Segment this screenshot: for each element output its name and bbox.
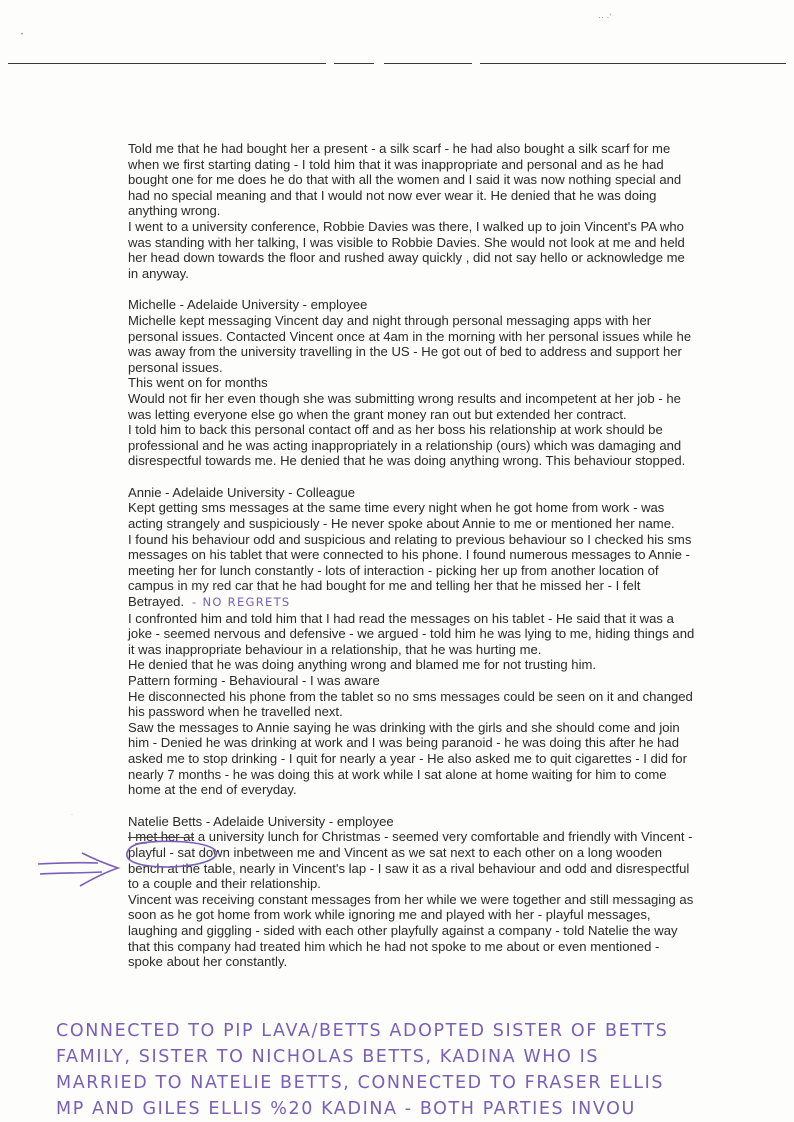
text-line: Kept getting sms messages at the same time every night when he got home from work - was [128,500,665,516]
text-line: in anyway. [128,265,189,281]
text-line: nearly 7 months - he was doing this at work while I sat alone at home waiting for him to come [128,766,667,782]
handwritten-line: MARRIED TO NATELIE BETTS, CONNECTED TO FRASER ELLIS [56,1073,665,1093]
text-line: Pattern forming - Behavioural - I was aware [128,673,380,688]
text-line: He denied that he was doing anything wrong and blamed me for not trusting him. [128,657,597,673]
text-line: acting strangely and suspiciously - He never spoke about Annie to me or mentioned her name. [128,516,675,532]
handwritten-circle-icon [123,840,223,870]
text-line: laughing and giggling - sided with each other playfully against a company - told Natelie the way [128,922,678,938]
section-annie [128,485,748,798]
text-line [128,594,748,611]
section-heading: Annie - Adelaide University - Colleague [128,484,356,500]
text-line: when we first starting dating - I told him that it was inappropriate and personal and as he had [128,156,664,172]
text-line: was standing with her talking, I was visible to Robbie Davies. She would not look at me and held [128,234,685,250]
handwritten-line: CONNECTED TO PIP LAVA/BETTS ADOPTED SISTER OF BETTS [56,1021,669,1041]
text-line: that this company had treated him which he had not spoke to me about or even mentioned - [128,938,660,954]
text-line: to a couple and their relationship. [128,876,321,892]
line-rest: a university lunch for Christmas - seemed very comfortable and friendly with Vincent - [194,829,693,845]
header-rule [480,63,786,64]
text-line: He disconnected his phone from the tablet so no sms messages could be seen on it and changed [128,688,693,704]
text-line: joke - seemed nervous and defensive - we argued - told him he was lying to me, hiding things and [128,626,695,642]
section-gap [128,798,748,814]
section-michelle [128,297,748,469]
text-line: campus in my red car that he had bought for me and telling her that he missed her - I felt [128,578,641,594]
scan-specks: ·· ·' [598,12,612,22]
text-line: messages on his tablet that were connected to his phone. I found numerous messages to Annie - [128,547,690,563]
circled-name: Natelie Betts [128,813,203,829]
text-line: it was inappropriate behaviour in a relationship, that he was hurting me. [128,641,542,657]
handwritten-arrow-icon [36,850,122,890]
text-line: personal issues. [128,359,223,375]
text-line: home at the end of everyday. [128,782,297,798]
text-line: bought one for me does he do that with all the women and I said it was now nothing special and [128,172,682,188]
handwritten-note [56,1018,792,1122]
text-line: his password when he travelled next. [128,704,343,720]
section-heading: Michelle - Adelaide University - employee [128,297,368,313]
text-line: Would not fir her even though she was submitting wrong results and incompetent at her job - he [128,390,681,406]
heading-rest: - Adelaide University - employee [205,813,394,829]
text-line: spoke about her constantly. [128,954,288,970]
header-rule [8,63,326,64]
struck-text: I met her at [128,829,195,845]
section-gap [128,281,748,297]
handwritten-annotation: - NO REGRETS [192,595,291,610]
header-rule [384,63,472,64]
scan-dot: • [21,32,24,38]
text-line: I found his behaviour odd and suspicious and relating to previous behaviour so I checked his sms [128,531,692,547]
text-line: was away from the university travelling in the US - He got out of bed to address and support her [128,344,682,360]
betrayed-text: Betrayed. [128,594,185,610]
text-line: soon as he got home from work while ignoring me and played with her - playful messages, [128,907,651,923]
text-line: was letting everyone else go when the grant money ran out but extended her contract. [128,406,627,422]
text-line: had no special meaning and that I would not now ever wear it. He denied that he was doing [128,187,657,203]
handwritten-line: MP AND GILES ELLIS %20 KADINA - BOTH PARTIES INVOU [56,1099,636,1119]
text-line: Vincent was receiving constant messages from her while we were together and still messaging as [128,891,694,907]
text-line: meeting her for lunch constantly - lots of interaction - picking her up from another location of [128,562,659,578]
section-natelie [128,814,748,970]
text-line: anything wrong. [128,203,221,219]
text-line: I went to a university conference, Robbie Davies was there, I walked up to join Vincent's PA who [128,218,684,234]
text-line: bench at the table, nearly in Vincent's lap - I saw it as a rival behaviour and odd and disrespectful [128,860,690,876]
section-heading [128,814,748,830]
text-line: him - Denied he was drinking at work and I was being paranoid - he was doing this after he had [128,735,679,751]
text-line: asked me to stop drinking - I quit for nearly a year - He also asked me to quit cigarettes - I did for [128,750,687,766]
handwritten-line: FAMILY, SISTER TO NICHOLAS BETTS, KADINA WHO IS [56,1047,600,1067]
text-line: Told me that he had bought her a present - a silk scarf - he had also bought a silk scarf for me [128,141,671,156]
section-gap [128,469,748,485]
section-robbie [128,141,748,281]
text-line: Saw the messages to Annie saying he was drinking with the girls and she should come and join [128,719,680,735]
text-line: I confronted him and told him that I had read the messages on his tablet - He said that it was a [128,610,674,626]
text-line: her head down towards the floor and rushed away quickly , did not say hello or acknowledge me [128,250,685,266]
text-line: personal issues. Contacted Vincent once at 4am in the morning with her personal issues while he [128,328,692,344]
text-line: This went on for months [128,375,268,391]
text-line: disrespectful towards me. He denied that he was doing anything wrong. This behaviour stopped. [128,453,686,469]
header-rule [334,63,374,64]
text-line: Michelle kept messaging Vincent day and night through personal messaging apps with her [128,312,652,328]
text-line: I told him to back this personal contact off and as her boss his relationship at work should be [128,422,663,438]
scan-dot: · [71,812,73,818]
text-line: playful - sat down inbetween me and Vincent as we sat next to each other on a long wooden [128,844,663,860]
text-line: professional and he was acting inappropriately in a relationship (ours) which was damaging and [128,437,682,453]
